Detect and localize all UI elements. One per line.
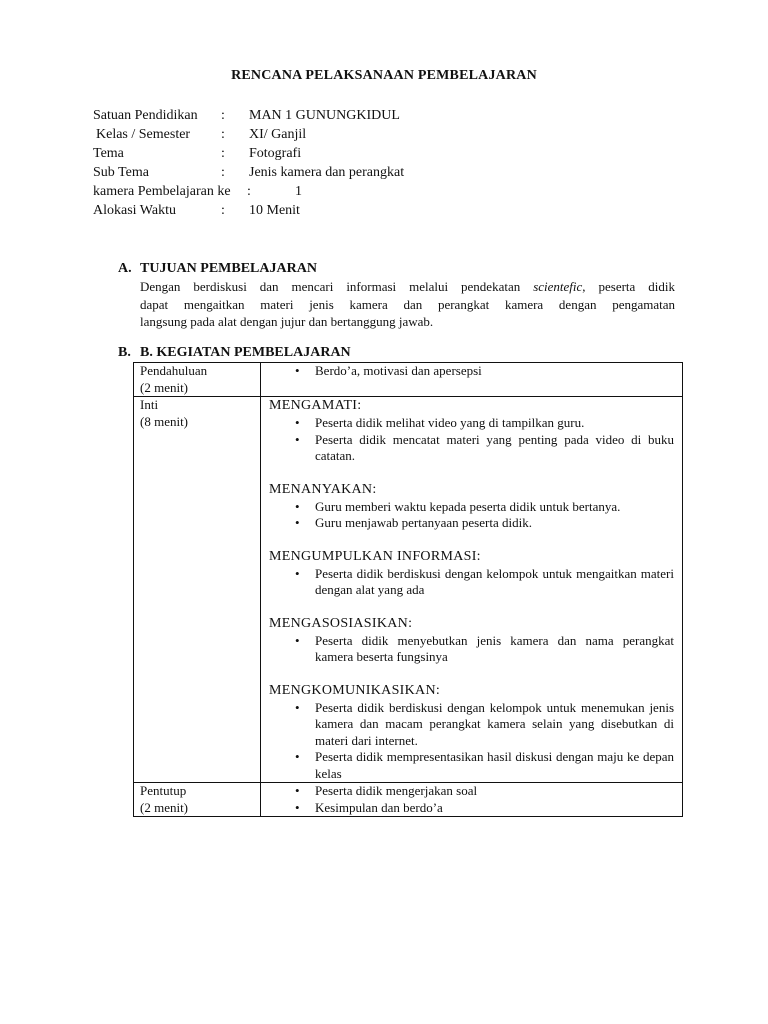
section-letter: A. <box>118 261 132 276</box>
paragraph-line: langsung pada alat dengan jujur dan bertanggung jawab. <box>140 314 434 329</box>
list-item: • Peserta didik mencatat materi yang penting pada video di buku catatan. <box>269 432 674 465</box>
meta-label: Alokasi Waktu <box>93 203 176 218</box>
step-heading: MENGASOSIASIKAN: <box>269 615 413 631</box>
meta-value: XI/ Ganjil <box>249 127 307 142</box>
section-letter: B. <box>118 345 131 360</box>
activity-list <box>269 566 674 599</box>
section-title: TUJUAN PEMBELAJARAN <box>140 261 317 276</box>
section-b-heading <box>118 345 351 361</box>
meta-colon: : <box>247 184 251 199</box>
paragraph-line: dapat mengaitkan materi jenis kamera dan perangkat kamera dengan pengamatan <box>140 296 675 312</box>
step-heading: MENANYAKAN: <box>269 481 377 497</box>
meta-value: Fotografi <box>249 146 302 161</box>
stage-duration: (8 menit) <box>140 413 189 429</box>
list-item: • Guru menjawab pertanyaan peserta didik. <box>269 515 674 532</box>
list-item: • Peserta didik menyebutkan jenis kamera dan nama perangkat kamera beserta fungsinya <box>269 633 674 666</box>
step-heading: MENGUMPULKAN INFORMASI: <box>269 548 481 564</box>
list-item: • Peserta didik mengerjakan soal <box>269 783 674 800</box>
meta-value: Jenis kamera dan perangkat <box>249 165 405 180</box>
stage-cell <box>134 363 261 397</box>
stage-name: Pendahuluan <box>140 363 208 378</box>
activity-list <box>269 700 674 783</box>
tujuan-paragraph <box>140 278 675 331</box>
table-row-inti <box>134 397 683 783</box>
meta-label: kamera Pembelajaran ke <box>93 184 231 199</box>
meta-colon: : <box>221 146 225 161</box>
list-item: • Berdo’a, motivasi dan apersepsi <box>269 363 674 380</box>
list-item: • Peserta didik melihat video yang di tampilkan guru. <box>269 415 674 432</box>
meta-value: MAN 1 GUNUNGKIDUL <box>249 108 400 123</box>
stage-cell <box>134 783 261 817</box>
activity-cell <box>261 397 683 783</box>
table-row-penutup <box>134 783 683 817</box>
meta-colon: : <box>221 127 225 142</box>
stage-duration: (2 menit) <box>140 799 189 815</box>
meta-colon: : <box>221 165 225 180</box>
activity-list <box>269 633 674 666</box>
stage-name: Inti <box>140 397 159 412</box>
paragraph-line: Dengan berdiskusi dan mencari informasi melalui pendekatan scientefic, peserta didik <box>140 279 675 294</box>
meta-colon: : <box>221 203 225 218</box>
meta-value: 1 <box>295 184 302 199</box>
activity-list <box>269 363 674 380</box>
table-row-pendahuluan <box>134 363 683 397</box>
activity-cell <box>261 783 683 817</box>
activity-list <box>269 783 674 816</box>
stage-name: Pentutup <box>140 783 187 798</box>
section-title: B. KEGIATAN PEMBELAJARAN <box>140 345 351 360</box>
list-item: • Kesimpulan dan berdo’a <box>269 800 674 817</box>
step-heading: MENGAMATI: <box>269 398 362 413</box>
meta-label: Kelas / Semester <box>96 127 191 142</box>
document-title: RENCANA PELAKSANAAN PEMBELAJARAN <box>231 68 537 83</box>
activity-list <box>269 415 674 465</box>
list-item: • Guru memberi waktu kepada peserta didik untuk bertanya. <box>269 499 674 516</box>
meta-value: 10 Menit <box>249 203 300 218</box>
section-a-heading <box>118 261 317 277</box>
activity-cell <box>261 363 683 397</box>
meta-label: Tema <box>93 146 124 161</box>
stage-cell <box>134 397 261 783</box>
list-item: • Peserta didik berdiskusi dengan kelompok untuk mengaitkan materi dengan alat yang ada <box>269 566 674 599</box>
step-heading: MENGKOMUNIKASIKAN: <box>269 682 441 698</box>
stage-duration: (2 menit) <box>140 379 189 395</box>
meta-label: Satuan Pendidikan <box>93 108 198 123</box>
meta-colon: : <box>221 108 225 123</box>
list-item: • Peserta didik mempresentasikan hasil diskusi dengan maju ke depan kelas <box>269 749 674 782</box>
list-item: • Peserta didik berdiskusi dengan kelompok untuk menemukan jenis kamera dan macam perangkat kamera selain yang disebutkan di materi dari internet. <box>269 700 674 750</box>
meta-label: Sub Tema <box>93 165 149 180</box>
activity-list <box>269 499 674 532</box>
kegiatan-table <box>133 362 683 817</box>
